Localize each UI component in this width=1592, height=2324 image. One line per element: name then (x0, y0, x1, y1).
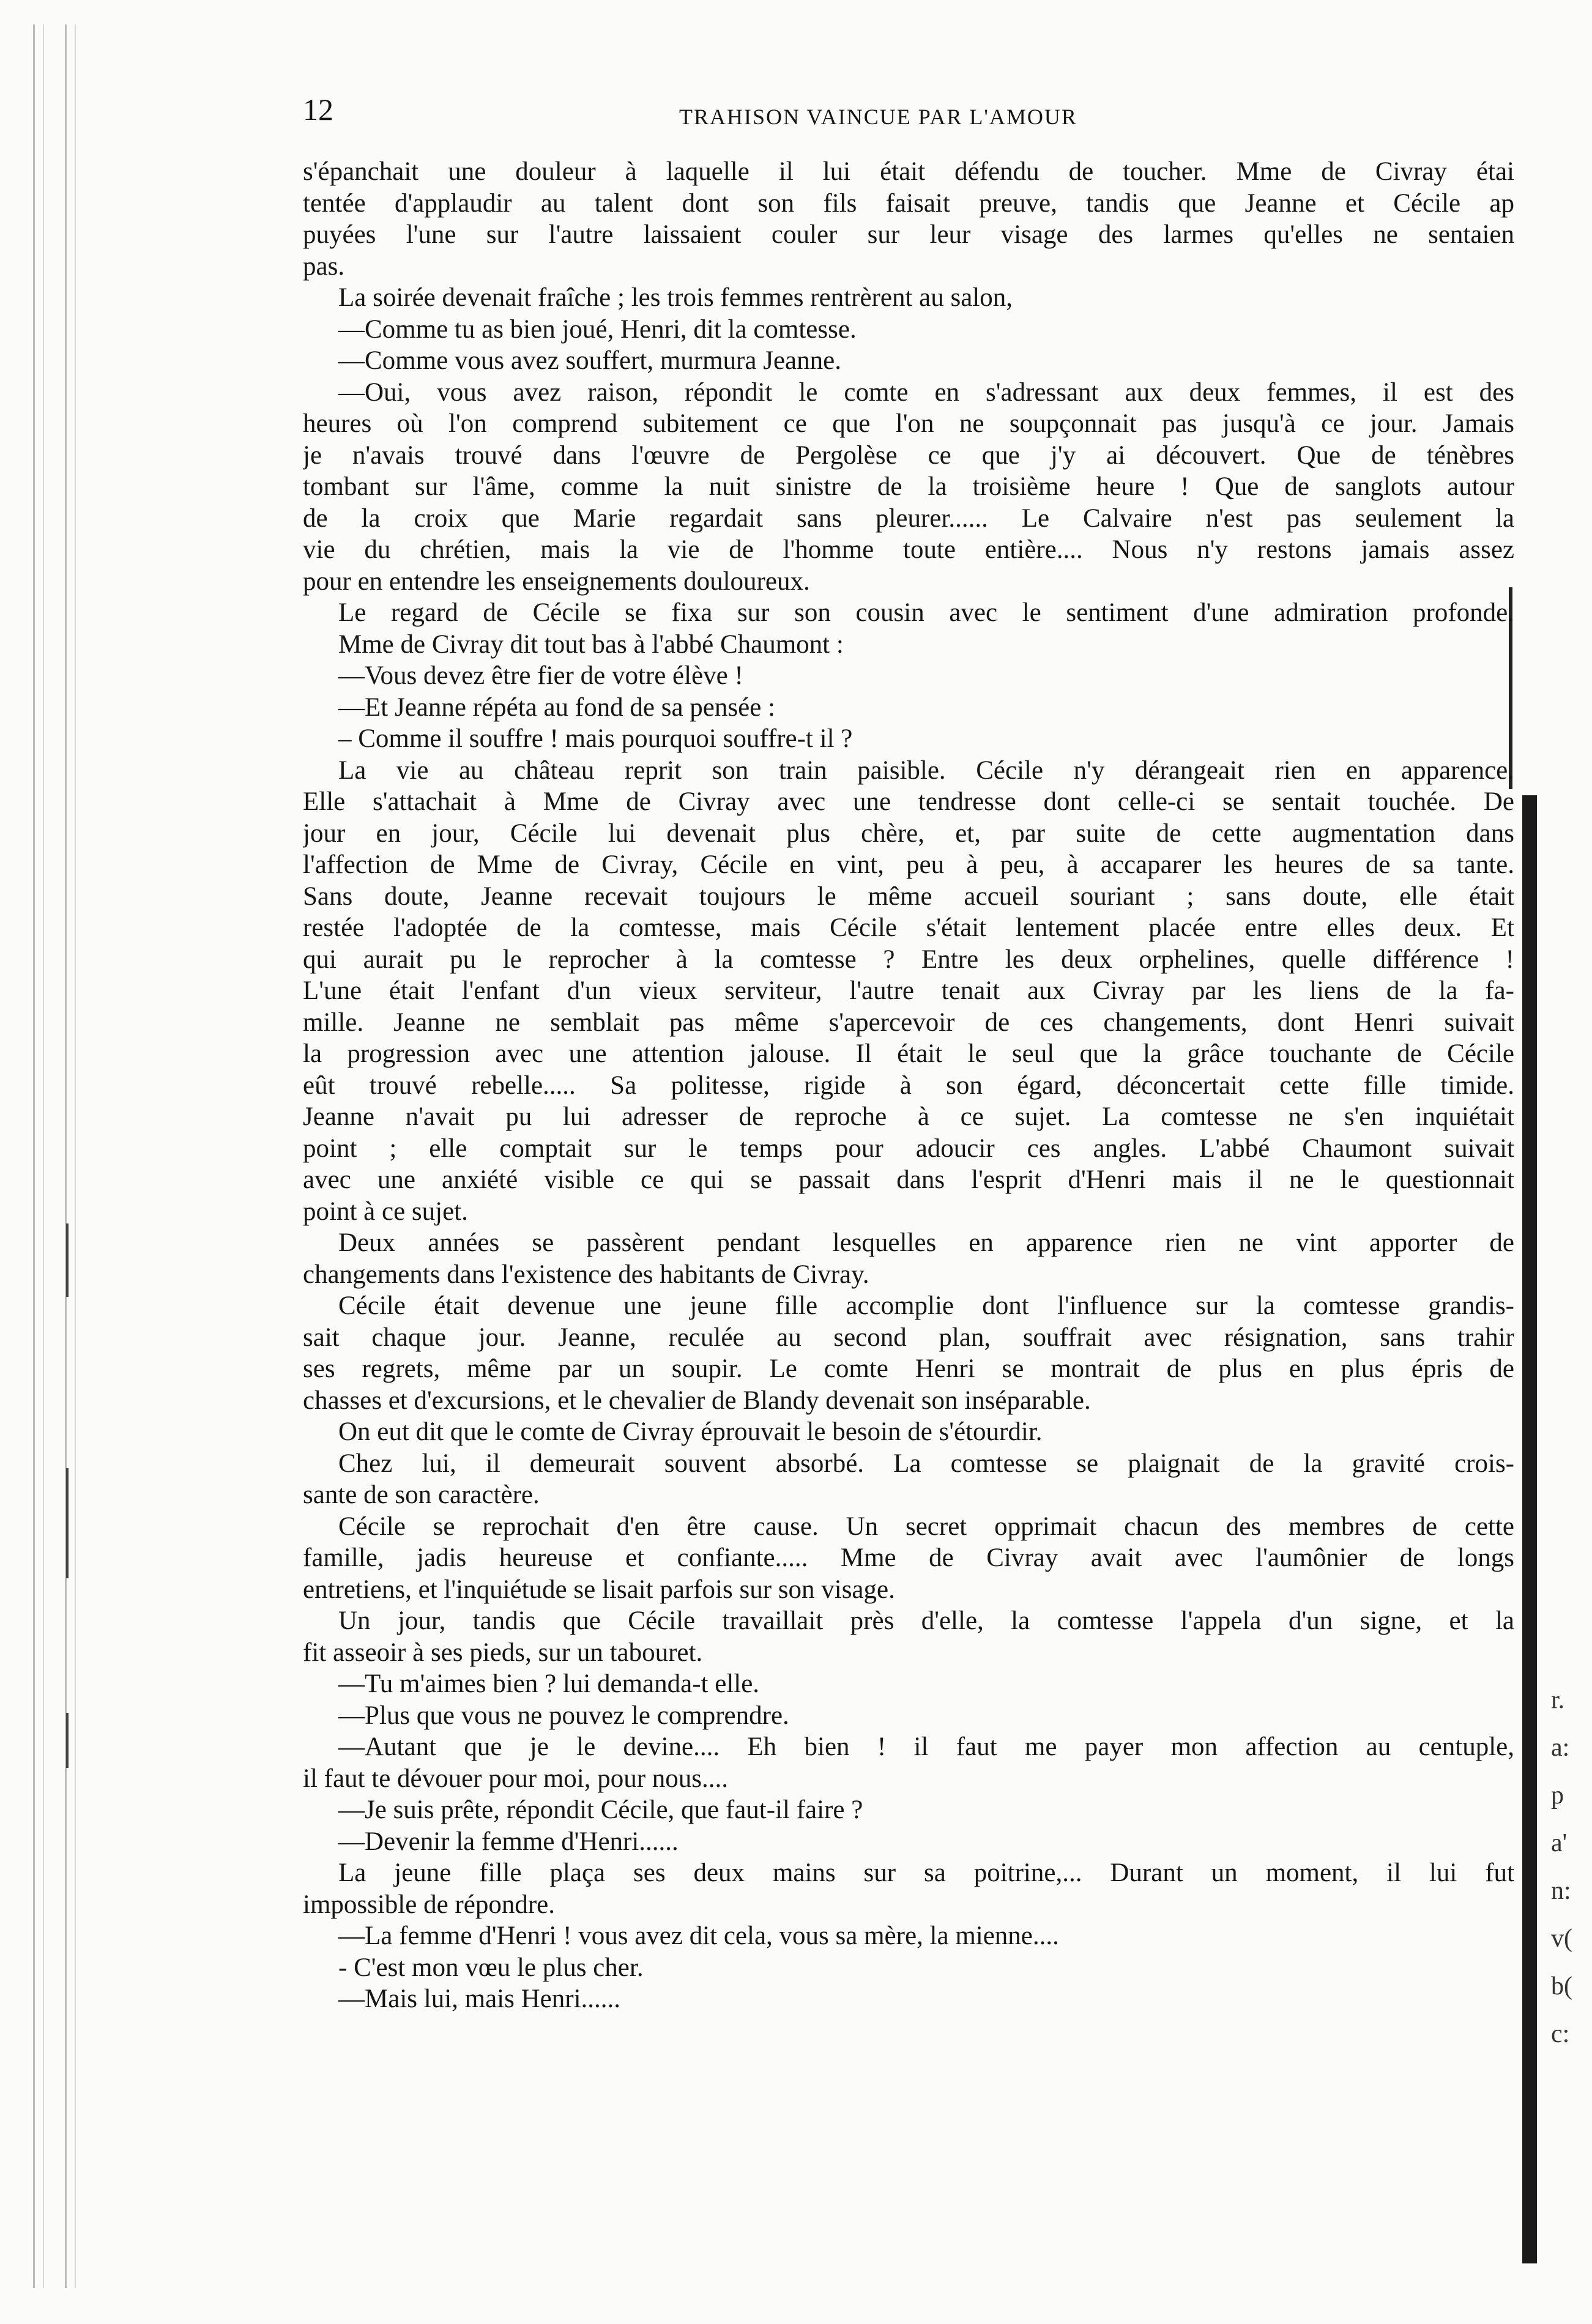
text-line: – Comme il souffre ! mais pourquoi souffre-t il ? (338, 724, 853, 753)
text-line: chasses et d'excursions, et le chevalier de Blandy devenait son inséparable. (303, 1386, 1091, 1415)
facing-page-edge (1522, 795, 1537, 2263)
text-line: l'affection de Mme de Civray, Cécile en vint, peu à peu, à accaparer les heures de sa tante. (303, 850, 1514, 879)
text-line: impossible de répondre. (303, 1890, 555, 1919)
text-line: s'épanchait une douleur à laquelle il lui était défendu de toucher. Mme de Civray étai (303, 157, 1514, 186)
text-line: —La femme d'Henri ! vous avez dit cela, vous sa mère, la mienne.... (338, 1921, 1059, 1950)
text-line: Jeanne n'avait pu lui adresser de reproche à ce sujet. La comtesse ne s'en inquiétait (303, 1102, 1514, 1131)
text-line: la progression avec une attention jalouse. Il était le seul que la grâce touchante de Cécile (303, 1039, 1514, 1068)
edge-fragment: a' (1551, 1829, 1568, 1857)
text-line: sait chaque jour. Jeanne, reculée au second plan, souffrait avec résignation, sans trahir (303, 1323, 1514, 1352)
text-line: entretiens, et l'inquiétude se lisait parfois sur son visage. (303, 1575, 895, 1604)
text-line: —Et Jeanne répéta au fond de sa pensée : (338, 692, 775, 722)
edge-fragment: c: (1551, 2020, 1570, 2048)
text-line: point à ce sujet. (303, 1197, 468, 1226)
text-line: changements dans l'existence des habitants de Civray. (303, 1260, 869, 1289)
text-line: tombant sur l'âme, comme la nuit sinistre de la troisième heure ! Que de sanglots autour (303, 472, 1514, 501)
text-line: Mme de Civray dit tout bas à l'abbé Chaumont : (338, 629, 844, 659)
text-line: famille, jadis heureuse et confiante..... Mme de Civray avait avec l'aumônier de longs (303, 1543, 1514, 1572)
text-line: Chez lui, il demeurait souvent absorbé. La comtesse se plaignait de la gravité crois- (338, 1449, 1514, 1478)
text-line: —Oui, vous avez raison, répondit le comte en s'adressant aux deux femmes, il est des (338, 377, 1514, 407)
page-number: 12 (303, 92, 333, 127)
text-line: vie du chrétien, mais la vie de l'homme toute entière.... Nous n'y restons jamais assez (303, 535, 1514, 564)
text-line: La jeune fille plaça ses deux mains sur sa poitrine,... Durant un moment, il lui fut (338, 1858, 1514, 1887)
text-line: mille. Jeanne ne semblait pas même s'apercevoir de ces changements, dont Henri suivait (303, 1008, 1514, 1037)
text-line: il faut te dévouer pour moi, pour nous.... (303, 1764, 729, 1793)
edge-fragment: p (1551, 1781, 1564, 1810)
text-line: Elle s'attachait à Mme de Civray avec une tendresse dont celle-ci se sentait touchée. De (303, 787, 1514, 816)
text-line: heures où l'on comprend subitement ce que l'on ne soupçonnait pas jusqu'à ce jour. Jamais (303, 409, 1514, 438)
gutter-mark (66, 1223, 69, 1297)
text-line: —Tu m'aimes bien ? lui demanda-t elle. (338, 1669, 760, 1698)
edge-fragment: v( (1551, 1925, 1572, 1953)
body-text (303, 156, 1514, 2015)
text-line: eût trouvé rebelle..... Sa politesse, rigide à son égard, déconcertait cette fille timide. (303, 1071, 1514, 1100)
gutter-mark (66, 1468, 69, 1578)
text-line: tentée d'applaudir au talent dont son fils faisait preuve, tandis que Jeanne et Cécile ap (303, 188, 1514, 218)
gutter-mark (66, 1713, 69, 1768)
text-line: ses regrets, même par un soupir. Le comte Henri se montrait de plus en plus épris de (303, 1354, 1514, 1383)
text-line: L'une était l'enfant d'un vieux serviteur, l'autre tenait aux Civray par les liens de la fa- (303, 976, 1514, 1005)
text-line: —Devenir la femme d'Henri...... (338, 1827, 679, 1856)
text-line: Le regard de Cécile se fixa sur son cousin avec le sentiment d'une admiration profonde. (338, 598, 1514, 627)
text-line: pas. (303, 251, 345, 281)
text-line: qui aurait pu le reprocher à la comtesse ? Entre les deux orphelines, quelle différence ! (303, 945, 1514, 974)
facing-page-fragments (1551, 1676, 1588, 2058)
edge-fragment: a: (1551, 1734, 1570, 1762)
text-line: avec une anxiété visible ce qui se passait dans l'esprit d'Henri mais il ne le questionnait (303, 1165, 1514, 1194)
edge-fragment: n: (1551, 1877, 1571, 1905)
edge-fragment: b( (1551, 1972, 1572, 2000)
text-line: —Comme vous avez souffert, murmura Jeanne. (338, 346, 841, 375)
edge-fragment: r. (1551, 1686, 1565, 1714)
text-line: —Plus que vous ne pouvez le comprendre. (338, 1701, 789, 1730)
text-line: restée l'adoptée de la comtesse, mais Cécile s'était lentement placée entre elles deux. Et (303, 913, 1514, 942)
text-line: Cécile se reprochait d'en être cause. Un secret opprimait chacun des membres de cette (338, 1512, 1514, 1541)
text-line: sante de son caractère. (303, 1480, 540, 1509)
text-line: —Mais lui, mais Henri...... (338, 1984, 621, 2013)
text-line: - C'est mon vœu le plus cher. (338, 1953, 644, 1982)
text-line: La vie au château reprit son train paisible. Cécile n'y dérangeait rien en apparence. (338, 755, 1514, 785)
text-line: je n'avais trouvé dans l'œuvre de Pergolèse ce que j'y ai découvert. Que de ténèbres (303, 440, 1514, 470)
running-head: TRAHISON VAINCUE PAR L'AMOUR (679, 105, 1077, 129)
text-line: jour en jour, Cécile lui devenait plus chère, et, par suite de cette augmentation dans (303, 819, 1514, 848)
text-line: Un jour, tandis que Cécile travaillait près d'elle, la comtesse l'appela d'un signe, et la (338, 1606, 1514, 1635)
text-line: fit asseoir à ses pieds, sur un tabouret. (303, 1638, 703, 1667)
text-line: pour en entendre les enseignements douloureux. (303, 566, 810, 596)
text-line: —Comme tu as bien joué, Henri, dit la comtesse. (338, 314, 857, 344)
text-line: Cécile était devenue une jeune fille accomplie dont l'influence sur la comtesse grandis- (338, 1291, 1514, 1320)
text-line: —Je suis prête, répondit Cécile, que faut-il faire ? (338, 1795, 863, 1824)
binding-gutter (24, 24, 92, 2288)
text-line: de la croix que Marie regardait sans pleurer...... Le Calvaire n'est pas seulement la (303, 503, 1514, 533)
text-line: —Vous devez être fier de votre élève ! (338, 661, 743, 690)
text-line: On eut dit que le comte de Civray éprouvait le besoin de s'étourdir. (338, 1417, 1043, 1446)
text-line: Deux années se passèrent pendant lesquelles en apparence rien ne vint apporter de (338, 1228, 1514, 1257)
text-line: puyées l'une sur l'autre laissaient couler sur leur visage des larmes qu'elles ne sentaien (303, 220, 1514, 249)
text-line: Sans doute, Jeanne recevait toujours le même accueil souriant ; sans doute, elle était (303, 882, 1514, 911)
text-line: —Autant que je le devine.... Eh bien ! il faut me payer mon affection au centuple, (338, 1732, 1514, 1761)
text-line: La soirée devenait fraîche ; les trois femmes rentrèrent au salon, (338, 283, 1013, 312)
text-line: point ; elle comptait sur le temps pour adoucir ces angles. L'abbé Chaumont suivait (303, 1134, 1514, 1163)
